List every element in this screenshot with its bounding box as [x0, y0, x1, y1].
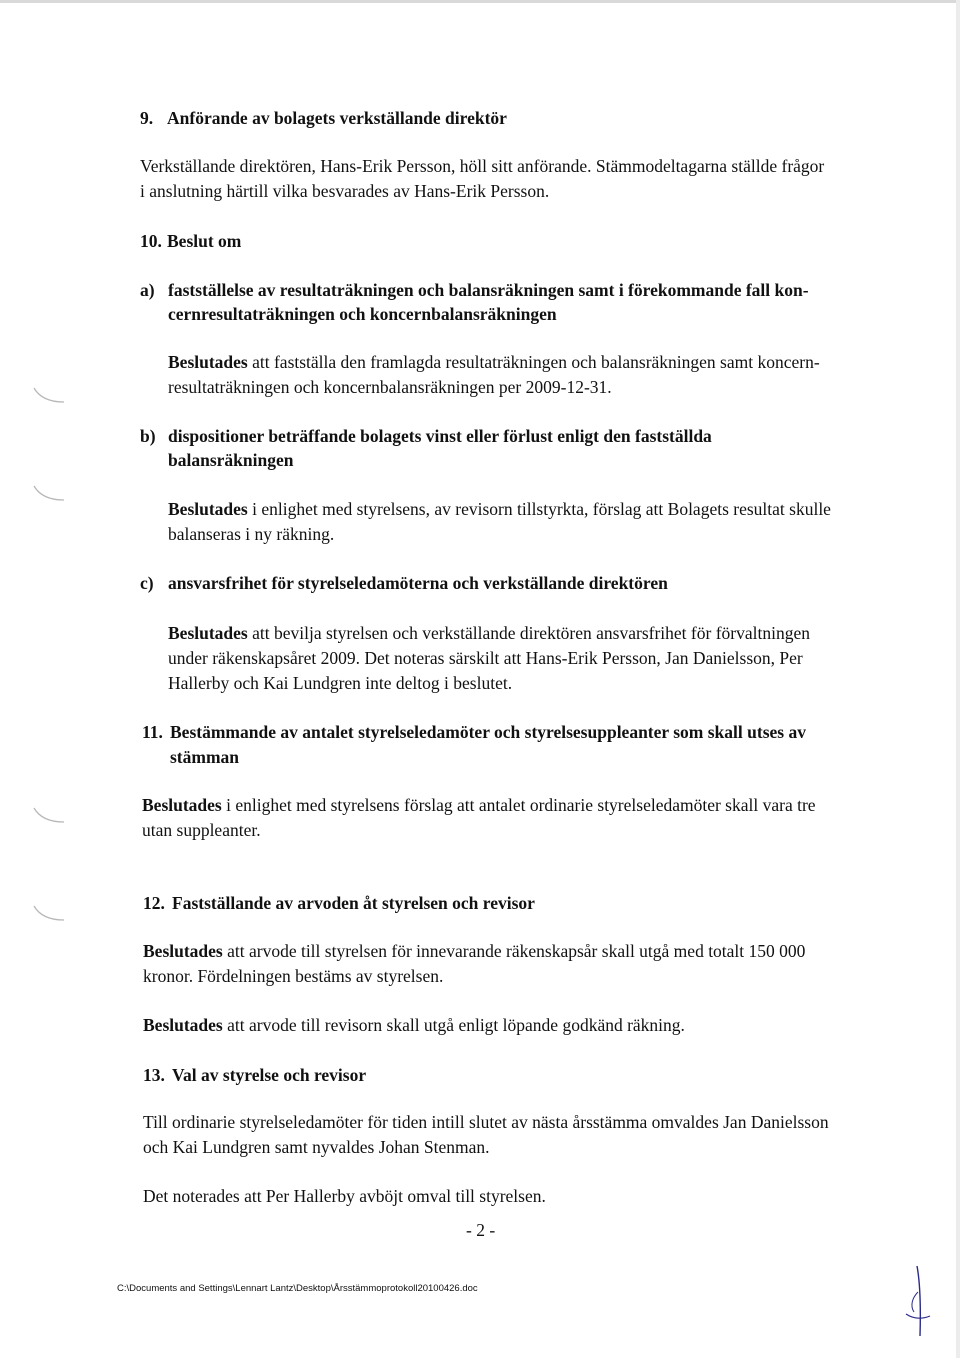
- section-11-text-line-2: utan suppleanter.: [142, 820, 261, 840]
- item-a-text-rest: att fastställa den framlagda resultaträkningen och balansräkningen samt koncern-: [247, 352, 820, 372]
- item-b-letter: b): [140, 426, 156, 446]
- item-b-text-line-1: [168, 497, 831, 522]
- section-10-number: 10.: [140, 231, 162, 251]
- decision-keyword: Beslutades: [142, 795, 222, 815]
- decision-keyword: Beslutades: [168, 499, 248, 519]
- punch-mark: [30, 380, 70, 410]
- section-11-number: 11.: [142, 722, 163, 742]
- section-12-number: 12.: [143, 893, 165, 913]
- section-12-heading: Fastställande av arvoden åt styrelsen och revisor: [172, 893, 535, 913]
- section-9-text-line-2: i anslutning härtill vilka besvarades av Hans-Erik Persson.: [140, 181, 550, 201]
- section-13-text-2: Det noterades att Per Hallerby avböjt omval till styrelsen.: [143, 1186, 546, 1206]
- section-12-text-1-line-1: [143, 939, 805, 964]
- item-c-letter: c): [140, 573, 154, 593]
- section-13-number: 13.: [143, 1065, 165, 1085]
- punch-mark: [30, 898, 70, 928]
- decision-keyword: Beslutades: [143, 941, 223, 961]
- item-a-heading-line-2: cernresultaträkningen och koncernbalansräkningen: [168, 304, 557, 324]
- item-b-heading-line-1: dispositioner beträffande bolagets vinst eller förlust enligt den fastställda: [168, 426, 712, 446]
- decision-keyword: Beslutades: [168, 623, 248, 643]
- section-12-text-1-rest: att arvode till styrelsen för innevarande räkenskapsår skall utgå med totalt 150 000: [222, 941, 806, 961]
- section-9-text-line-1: Verkställande direktören, Hans-Erik Persson, höll sitt anförande. Stämmodeltagarna ställde frågor: [140, 156, 825, 176]
- item-c-text-line-2: under räkenskapsåret 2009. Det noteras särskilt att Hans-Erik Persson, Jan Danielsson, Per: [168, 648, 803, 668]
- item-a-letter: a): [140, 280, 155, 300]
- section-12-text-1-line-2: kronor. Fördelningen bestäms av styrelsen.: [143, 966, 444, 986]
- item-c-heading: ansvarsfrihet för styrelseledamöterna och verkställande direktören: [168, 573, 668, 593]
- section-12-text-2: [143, 1013, 685, 1038]
- decision-keyword: Beslutades: [143, 1015, 223, 1035]
- item-c-text-line-3: Hallerby och Kai Lundgren inte deltog i beslutet.: [168, 673, 513, 693]
- item-c-text-rest: att bevilja styrelsen och verkställande direktören ansvarsfrihet för förvaltningen: [247, 623, 810, 643]
- item-a-text-line-2: resultaträkningen och koncernbalansräkningen per 2009-12-31.: [168, 377, 612, 397]
- item-b-text-line-2: balanseras i ny räkning.: [168, 524, 335, 544]
- item-a-text-line-1: [168, 350, 820, 375]
- item-c-text-line-1: [168, 621, 810, 646]
- item-b-text-rest: i enlighet med styrelsens, av revisorn tillstyrkta, förslag att Bolagets resultat skulle: [247, 499, 831, 519]
- section-10-heading: Beslut om: [167, 231, 242, 251]
- section-11-text-line-1: [142, 793, 816, 818]
- footer-file-path: C:\Documents and Settings\Lennart Lantz\Desktop\Årsstämmoprotokoll20100426.doc: [117, 1283, 478, 1294]
- item-a-heading-line-1: fastställelse av resultaträkningen och balansräkningen samt i förekommande fall kon-: [168, 280, 809, 300]
- section-11-text-rest: i enlighet med styrelsens förslag att antalet ordinarie styrelseledamöter skall vara tre: [221, 795, 816, 815]
- scan-right-edge: [956, 0, 960, 1358]
- section-9-heading: Anförande av bolagets verkställande direktör: [167, 108, 507, 128]
- scan-top-edge: [0, 0, 960, 3]
- section-13-text-1-line-1: Till ordinarie styrelseledamöter för tiden intill slutet av nästa årsstämma omvaldes Jan Danielsson: [143, 1112, 829, 1132]
- decision-keyword: Beslutades: [168, 352, 248, 372]
- page-number: - 2 -: [466, 1220, 496, 1240]
- handwritten-initials: [900, 1262, 936, 1342]
- section-11-heading-line-1: Bestämmande av antalet styrelseledamöter och styrelsesuppleanter som skall utses av: [170, 722, 806, 742]
- section-9-number: 9.: [140, 108, 154, 128]
- section-13-heading: Val av styrelse och revisor: [172, 1065, 367, 1085]
- punch-mark: [30, 478, 70, 508]
- section-11-heading-line-2: stämman: [170, 747, 240, 767]
- item-b-heading-line-2: balansräkningen: [168, 450, 294, 470]
- section-13-text-1-line-2: och Kai Lundgren samt nyvaldes Johan Stenman.: [143, 1137, 490, 1157]
- section-12-text-2-rest: att arvode till revisorn skall utgå enligt löpande godkänd räkning.: [222, 1015, 685, 1035]
- punch-mark: [30, 800, 70, 830]
